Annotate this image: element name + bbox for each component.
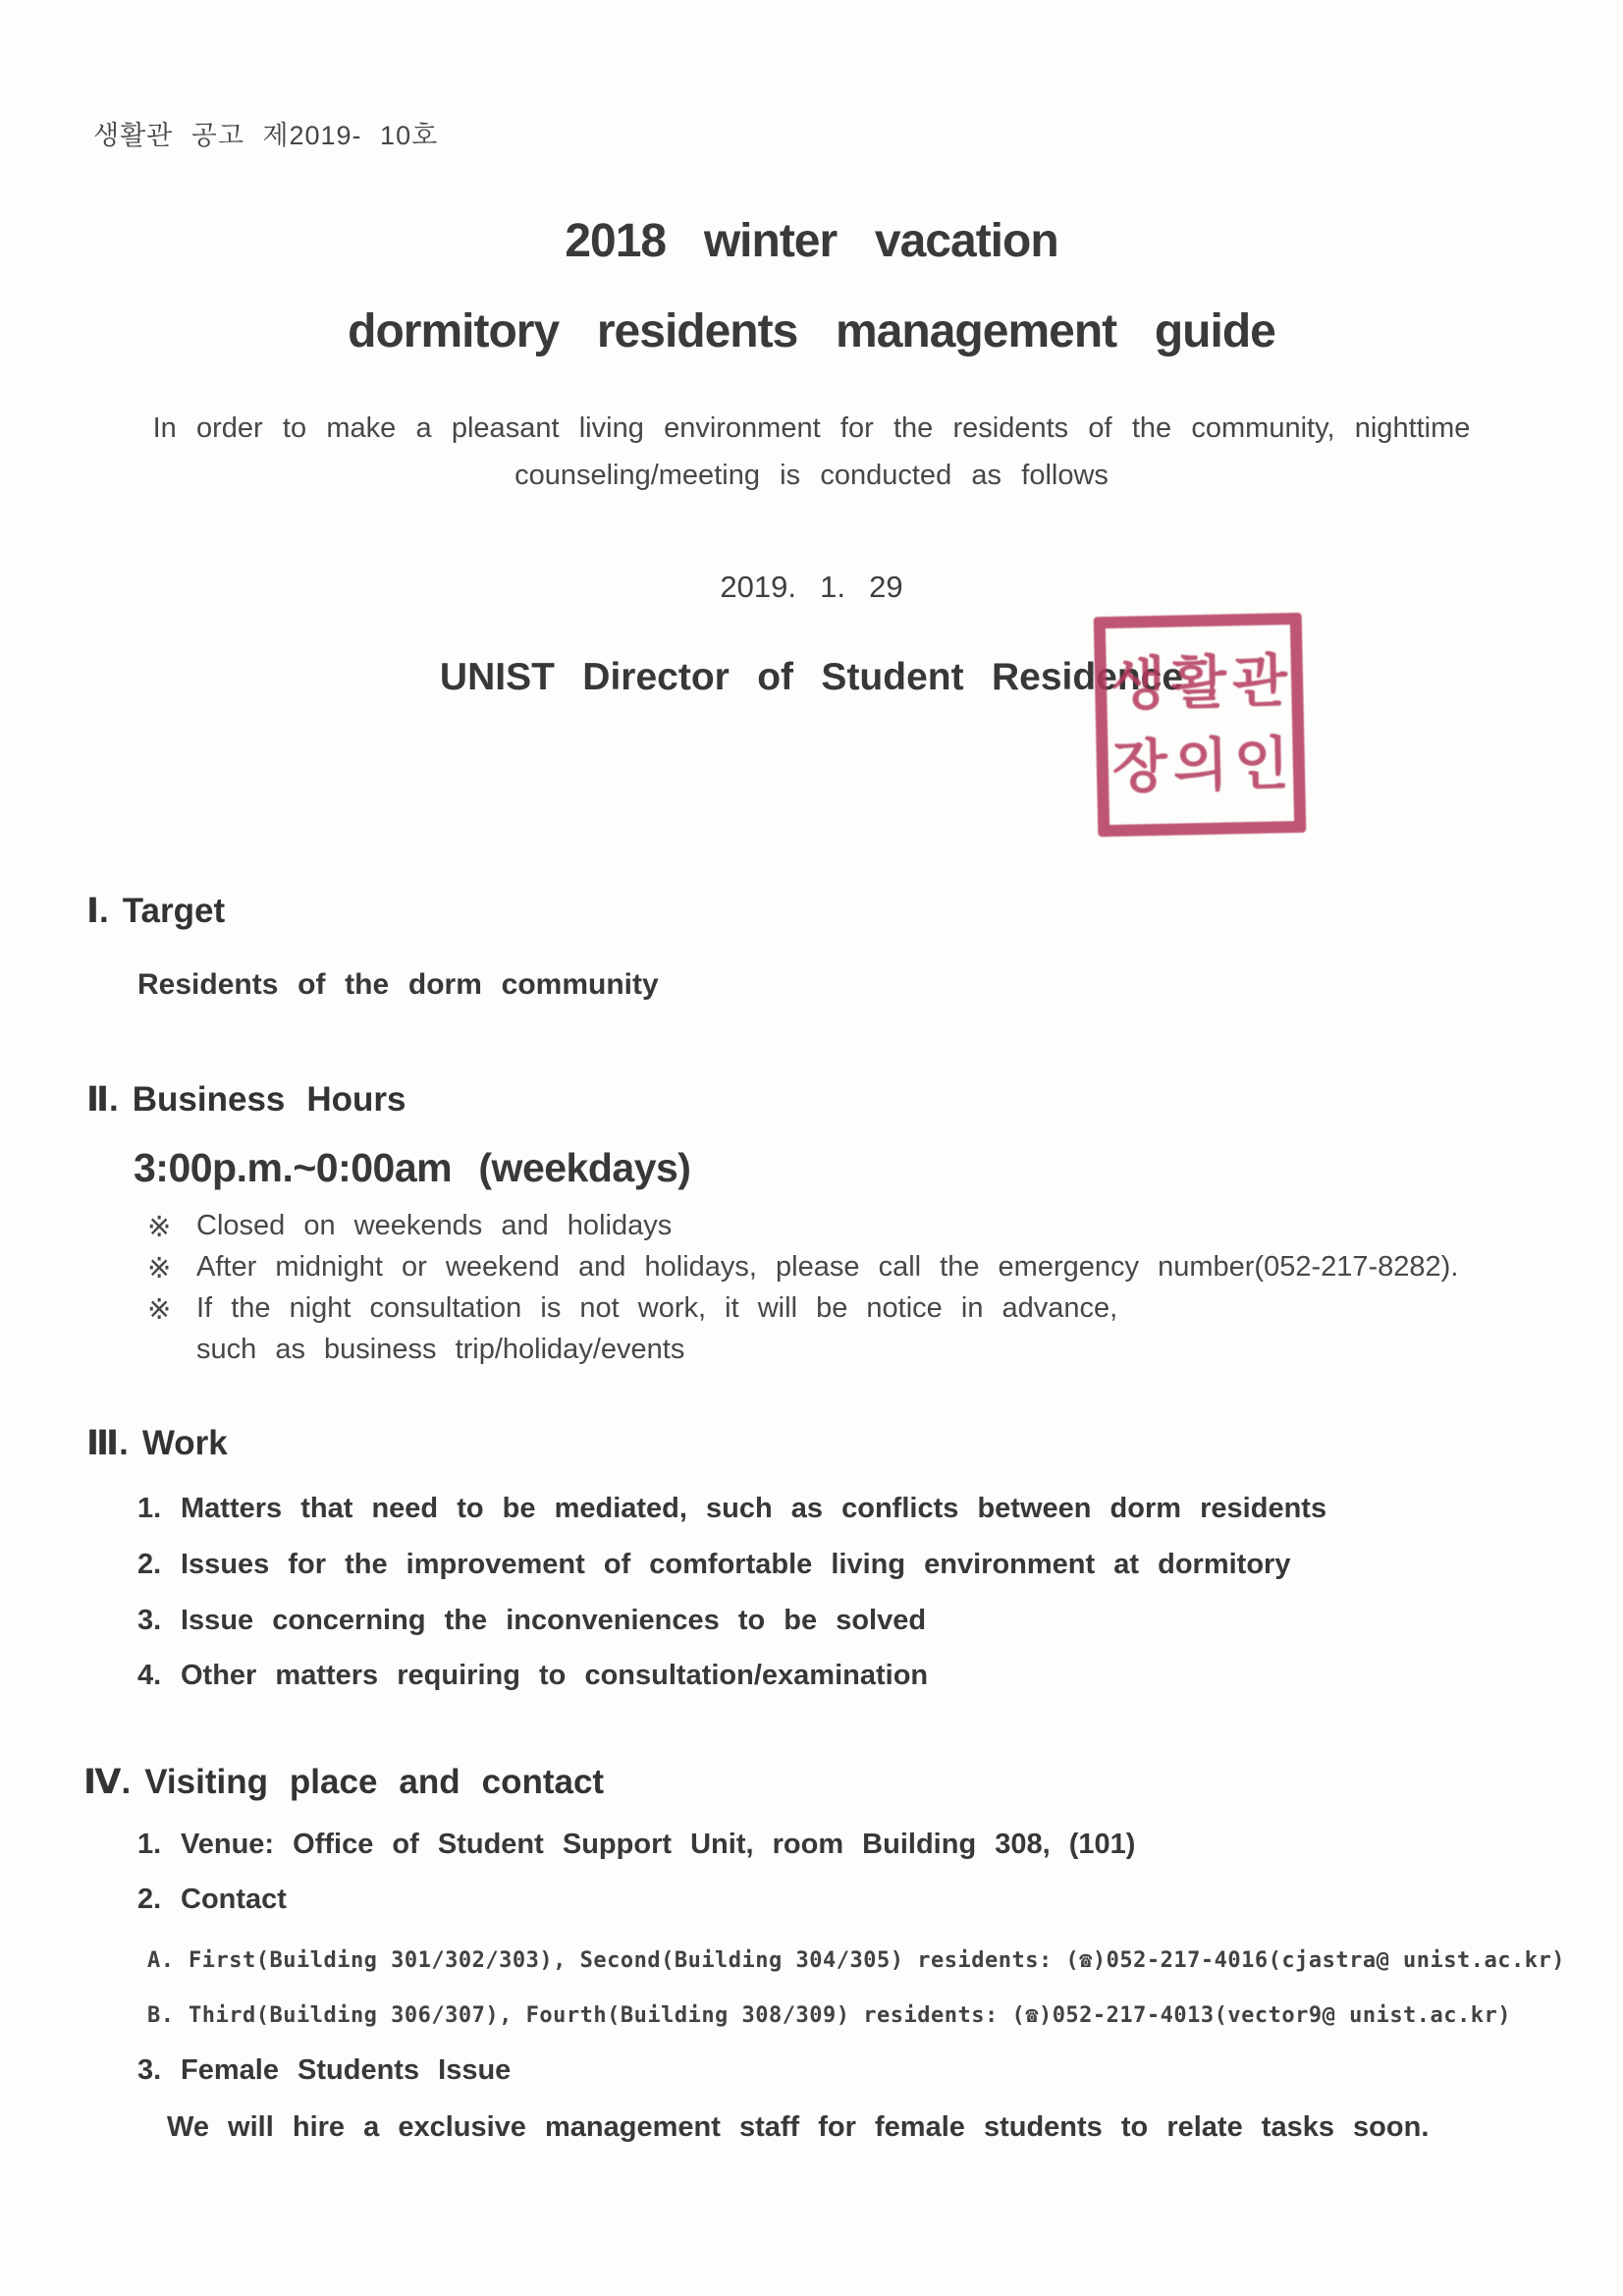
section-work-number: Ⅲ. bbox=[86, 1424, 129, 1462]
note-item bbox=[147, 1210, 1458, 1251]
note-item-continuation bbox=[147, 1334, 1458, 1375]
work-item-number: 4. bbox=[137, 1660, 162, 1691]
female-students-title: Female Students Issue bbox=[181, 2054, 512, 2086]
work-item bbox=[137, 1493, 1326, 1525]
section-business-heading bbox=[86, 1080, 406, 1120]
work-item-number: 3. bbox=[137, 1605, 162, 1636]
female-students-heading bbox=[137, 2054, 511, 2087]
section-work-heading bbox=[86, 1424, 228, 1463]
note-text: Closed on weekends and holidays bbox=[196, 1210, 673, 1241]
work-item-text: Matters that need to be mediated, such as conflicts between dorm residents bbox=[181, 1493, 1327, 1524]
work-item bbox=[137, 1605, 926, 1637]
intro-line2: counseling/meeting is conducted as follows bbox=[514, 460, 1109, 491]
contact-text: Third(Building 306/307), Fourth(Building 308/309) residents: (☎)052-217-4013(vector9@ unist.ac.kr) bbox=[189, 2003, 1512, 2028]
female-students-body: We will hire a exclusive management staff for female students to relate tasks soon. bbox=[167, 2111, 1430, 2143]
note-text: such as business trip/holiday/events bbox=[196, 1334, 685, 1365]
work-item bbox=[137, 1660, 928, 1692]
note-item bbox=[147, 1251, 1458, 1292]
visiting-item bbox=[137, 1829, 1135, 1861]
document-title-line1: 2018 winter vacation bbox=[565, 215, 1058, 267]
section-visiting-title: Visiting place and contact bbox=[144, 1763, 605, 1801]
section-work-title: Work bbox=[141, 1424, 228, 1462]
female-students-number: 3. bbox=[137, 2054, 162, 2086]
intro-line1: In order to make a pleasant living environment for the residents of the community, nighttime bbox=[152, 412, 1471, 444]
doc-number: 생활관 공고 제2019- 10호 bbox=[93, 121, 439, 150]
visiting-item-number: 2. bbox=[137, 1884, 162, 1915]
stamp-text-line1: 생활관 bbox=[1109, 648, 1294, 717]
contact-row-a bbox=[147, 1948, 1565, 1973]
note-marker-icon: ※ bbox=[147, 1294, 172, 1326]
visiting-item-text: Venue: Office of Student Support Unit, room Building 308, (101) bbox=[181, 1829, 1136, 1860]
business-notes bbox=[147, 1210, 1458, 1375]
work-item-text: Other matters requiring to consultation/examination bbox=[181, 1660, 929, 1691]
work-item bbox=[137, 1549, 1290, 1581]
work-item-number: 1. bbox=[137, 1493, 162, 1524]
contact-label: A. bbox=[147, 1948, 175, 1973]
note-marker-icon: ※ bbox=[147, 1253, 172, 1285]
note-item bbox=[147, 1292, 1458, 1334]
note-text: If the night consultation is not work, it will be notice in advance, bbox=[196, 1292, 1118, 1324]
issue-date: 2019. 1. 29 bbox=[720, 570, 903, 604]
visiting-item-number: 1. bbox=[137, 1829, 162, 1860]
note-marker-icon: ※ bbox=[147, 1212, 172, 1243]
visiting-item bbox=[137, 1884, 287, 1916]
contact-row-b bbox=[147, 2003, 1511, 2028]
signer-title: UNIST Director of Student Residence bbox=[439, 656, 1184, 698]
note-text: After midnight or weekend and holidays, please call the emergency number(052-217-8282). bbox=[196, 1251, 1459, 1283]
section-visiting-number: Ⅳ. bbox=[83, 1763, 132, 1801]
document-title-line2: dormitory residents management guide bbox=[348, 305, 1275, 357]
work-item-text: Issues for the improvement of comfortable living environment at dormitory bbox=[181, 1549, 1291, 1580]
stamp-text-line2: 장의인 bbox=[1111, 731, 1296, 799]
section-target-heading bbox=[86, 892, 225, 931]
section-visiting-heading bbox=[83, 1763, 604, 1802]
contact-text: First(Building 301/302/303), Second(Building 304/305) residents: (☎)052-217-4016(cjastra@ unist.ac.kr) bbox=[189, 1948, 1566, 1973]
target-body: Residents of the dorm community bbox=[137, 968, 659, 1001]
section-target-number: Ⅰ. bbox=[86, 892, 109, 930]
official-stamp bbox=[1094, 613, 1307, 837]
business-hours-value: 3:00p.m.~0:00am (weekdays) bbox=[134, 1145, 691, 1190]
section-target-title: Target bbox=[122, 892, 226, 930]
contact-label: B. bbox=[147, 2003, 175, 2028]
visiting-item-text: Contact bbox=[181, 1884, 287, 1915]
work-item-text: Issue concerning the inconveniences to be solved bbox=[181, 1605, 927, 1636]
section-business-title: Business Hours bbox=[132, 1080, 406, 1119]
section-business-number: Ⅱ. bbox=[86, 1080, 119, 1119]
work-item-number: 2. bbox=[137, 1549, 162, 1580]
